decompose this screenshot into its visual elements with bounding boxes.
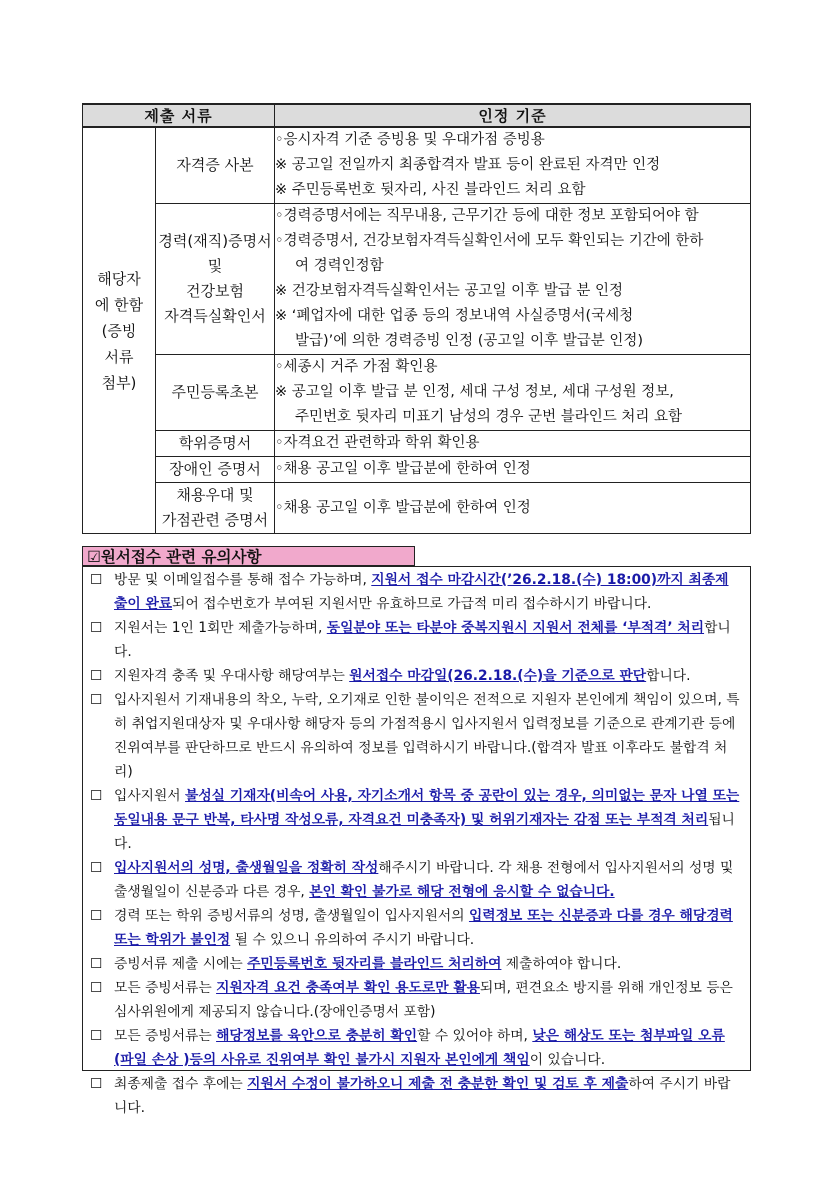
- table-row: [83, 204, 751, 355]
- notice-title: ☑원서접수 관련 유의사항: [82, 546, 415, 566]
- highlight-text: 주민등록번호 뒷자리를 블라인드 처리하여: [247, 956, 502, 972]
- checkbox-icon: ☐: [90, 572, 103, 588]
- notice-text: 모든 증빙서류는: [114, 980, 217, 996]
- notice-item: [90, 568, 740, 616]
- highlight-text: 지원서 접수 마감시간(’26.2.18.(수) 18:00)까지 최종제출이 완료: [114, 572, 729, 612]
- notice-text: 경력 또는 학위 증빙서류의 성명, 출생월일이 입사지원서의: [114, 908, 469, 924]
- doc-name-line: 건강보험: [186, 282, 244, 300]
- doc-name-line: 자격득실확인서: [164, 307, 266, 325]
- notice-text: 되어 접수번호가 부여된 지원서만 유효하므로 가급적 미리 접수하시기 바랍니다.: [172, 596, 652, 612]
- notice-text: 해주시기 바랍니다. 각 채용 전형에서 입사지원서의 성명 및 출생월일이 신분증과 다른 경우,: [114, 860, 734, 900]
- criteria-cell: [275, 127, 751, 204]
- doc-name-cell: [156, 204, 275, 355]
- criteria-line: 주민번호 뒷자리 미표기 남성의 경우 군번 블라인드 처리 요함: [295, 409, 683, 425]
- criteria-line: ※ ‘폐업자에 대한 업종 등의 정보내역 사실증명서(국세청: [275, 308, 634, 324]
- highlight-text: 불성실 기재자(비속어 사용, 자기소개서 항목 중 공란이 있는 경우, 의미없는 문자 나열 또는 동일내용 문구 반복, 타사명 작성오류, 자격요건 미충족자) 및 허위기재자는 감점 또는 부적격 처리: [114, 788, 740, 828]
- category-line: 서류: [104, 347, 134, 366]
- criteria-line: 발급)’에 의한 경력증빙 인정 (공고일 이후 발급분 인정): [295, 333, 643, 349]
- doc-name-line: 가점관련 증명서: [161, 511, 269, 529]
- criteria-line: ※ 공고일 전일까지 최종합격자 발표 등이 완료된 자격만 인정: [275, 157, 661, 173]
- table-row: [83, 431, 751, 457]
- header-submission-docs: 제출 서류: [83, 104, 275, 127]
- notice-list: [82, 566, 751, 1116]
- doc-name-line: 장애인 증명서: [169, 460, 261, 478]
- checkbox-icon: ☐: [90, 620, 103, 636]
- criteria-cell: [275, 457, 751, 483]
- notice-text: 입사지원서 기재내용의 착오, 누락, 오기재로 인한 불이익은 전적으로 지원자 본인에게 책임이 있으며, 특히 취업지원대상자 및 우대사항 해당자 등의 가점적용시 입사지원서 입력정보를 기준으로 관계기관 등에 진위여부를 판단하므로 반드시 유의하여 정보를 입력하시기 바랍니다.(합격자 발표 이후라도 불합격 처리): [114, 692, 740, 780]
- criteria-line: 여 경력인정함: [295, 258, 384, 274]
- highlight-text: 해당정보를 육안으로 충분히 확인: [216, 1028, 418, 1044]
- notice-text: 합니다.: [114, 620, 731, 660]
- criteria-cell: [275, 355, 751, 431]
- criteria-cell: [275, 204, 751, 355]
- criteria-line: ※ 공고일 이후 발급 분 인정, 세대 구성 정보, 세대 구성원 정보,: [275, 384, 674, 400]
- doc-name-line: 및: [207, 257, 223, 275]
- doc-name-cell: [156, 483, 275, 534]
- notice-text: 이 있습니다.: [529, 1052, 606, 1068]
- checkbox-icon: ☐: [90, 860, 103, 876]
- notice-text: 합니다.: [646, 668, 691, 684]
- criteria-cell: [275, 483, 751, 534]
- criteria-line: ※ 건강보험자격득실확인서는 공고일 이후 발급 분 인정: [275, 283, 623, 299]
- doc-name-cell: [156, 457, 275, 483]
- notice-text: 됩니다.: [114, 812, 735, 852]
- checkbox-icon: ☐: [90, 956, 103, 972]
- notice-text: 되며, 편견요소 방지를 위해 개인정보 등은 심사위원에게 제공되지 않습니다.(장애인증명서 포함): [114, 980, 733, 1020]
- checkbox-icon: ☐: [90, 668, 103, 684]
- notice-item: [90, 952, 740, 976]
- criteria-line: ◦응시자격 기준 증빙용 및 우대가점 증빙용: [275, 132, 545, 148]
- criteria-line: ◦채용 공고일 이후 발급분에 한하여 인정: [275, 499, 531, 516]
- notice-text: 최종제출 접수 후에는: [114, 1076, 248, 1092]
- notice-text: 할 수 있어야 하며,: [417, 1028, 533, 1044]
- criteria-line: ※ 주민등록번호 뒷자리, 사진 블라인드 처리 요함: [275, 182, 586, 198]
- table-row: [83, 483, 751, 534]
- checkbox-icon: ☐: [90, 788, 103, 804]
- highlight-text: 동일분야 또는 타분야 중복지원시 지원서 전체를 ‘부적격’ 처리: [326, 620, 705, 636]
- highlight-text: 지원자격 요건 충족여부 확인 용도로만 활용: [216, 980, 480, 996]
- doc-name-line: 경력(재직)증명서: [158, 232, 272, 250]
- table-row: [83, 457, 751, 483]
- category-line: 첨부): [101, 373, 137, 392]
- notice-item: [90, 1072, 740, 1120]
- notice-text: 모든 증빙서류는: [114, 1028, 217, 1044]
- criteria-line: ◦경력증명서에는 직무내용, 근무기간 등에 대한 정보 포함되어야 함: [275, 208, 699, 224]
- notice-text: 제출하여야 합니다.: [501, 956, 622, 972]
- notice-text: 지원서는 1인 1회만 제출가능하며,: [114, 620, 327, 636]
- checkbox-icon: ☐: [90, 908, 103, 924]
- criteria-line: ◦경력증명서, 건강보험자격득실확인서에 모두 확인되는 기간에 한하: [275, 233, 704, 249]
- highlight-text: 본인 확인 불가로 해당 전형에 응시할 수 없습니다.: [309, 884, 615, 900]
- doc-name-line: 채용우대 및: [176, 486, 254, 504]
- notice-item: [90, 856, 740, 904]
- highlight-text: 지원서 수정이 불가하오니 제출 전 충분한 확인 및 검토 후 제출: [247, 1076, 629, 1092]
- table-row: [83, 355, 751, 431]
- notice-text: 하여 주시기 바랍니다.: [114, 1076, 731, 1116]
- category-line: 에 한함: [94, 295, 144, 314]
- notice-item: [90, 616, 740, 664]
- notice-item: [90, 976, 740, 1024]
- criteria-line: ◦자격요건 관련학과 학위 확인용: [275, 435, 480, 451]
- criteria-cell: [275, 431, 751, 457]
- table-header-row: [83, 104, 751, 127]
- checkbox-icon: ☐: [90, 980, 103, 996]
- doc-name-cell: [156, 431, 275, 457]
- notice-text: 지원자격 충족 및 우대사항 해당여부는: [114, 668, 350, 684]
- criteria-line: ◦세종시 거주 가점 확인용: [275, 359, 438, 375]
- notice-item: [90, 784, 740, 856]
- highlight-text: 입사지원서의 성명, 출생월일을 정확히 작성: [114, 860, 379, 876]
- checkbox-icon: ☐: [90, 692, 103, 708]
- notice-item: [90, 1024, 740, 1072]
- checkbox-icon: ☐: [90, 1076, 103, 1092]
- notice-item: [90, 688, 740, 784]
- highlight-text: 원서접수 마감일(26.2.18.(수)을 기준으로 판단: [349, 668, 647, 684]
- criteria-line: ◦채용 공고일 이후 발급분에 한하여 인정: [275, 461, 531, 477]
- category-cell: [83, 127, 156, 534]
- notice-text: 될 수 있으니 유의하여 주시기 바랍니다.: [230, 932, 475, 948]
- highlight-text: 입력정보 또는 신분증과 다를 경우 해당경력 또는 학위가 불인정: [114, 908, 733, 948]
- doc-name-cell: [156, 355, 275, 431]
- notice-text: 입사지원서: [114, 788, 186, 804]
- doc-name-cell: [156, 127, 275, 204]
- notice-text: 방문 및 이메일접수를 통해 접수 가능하며,: [114, 572, 372, 588]
- notice-text: 증빙서류 제출 시에는: [114, 956, 248, 972]
- doc-name-line: 주민등록초본: [171, 383, 259, 401]
- doc-name-line: 자격증 사본: [176, 156, 254, 174]
- table-row: [83, 127, 751, 204]
- header-criteria: 인정 기준: [275, 104, 751, 127]
- category-line: 해당자: [97, 269, 141, 288]
- doc-name-line: 학위증명서: [178, 434, 252, 452]
- highlight-text: 낮은 해상도 또는 첨부파일 오류(파일 손상 )등의 사유로 진위여부 확인 불가시 지원자 본인에게 책임: [114, 1028, 725, 1068]
- notice-item: [90, 904, 740, 952]
- notice-item: [90, 664, 740, 688]
- category-line: (증빙: [101, 321, 137, 340]
- document-requirements-table: [82, 103, 751, 534]
- checkbox-icon: ☐: [90, 1028, 103, 1044]
